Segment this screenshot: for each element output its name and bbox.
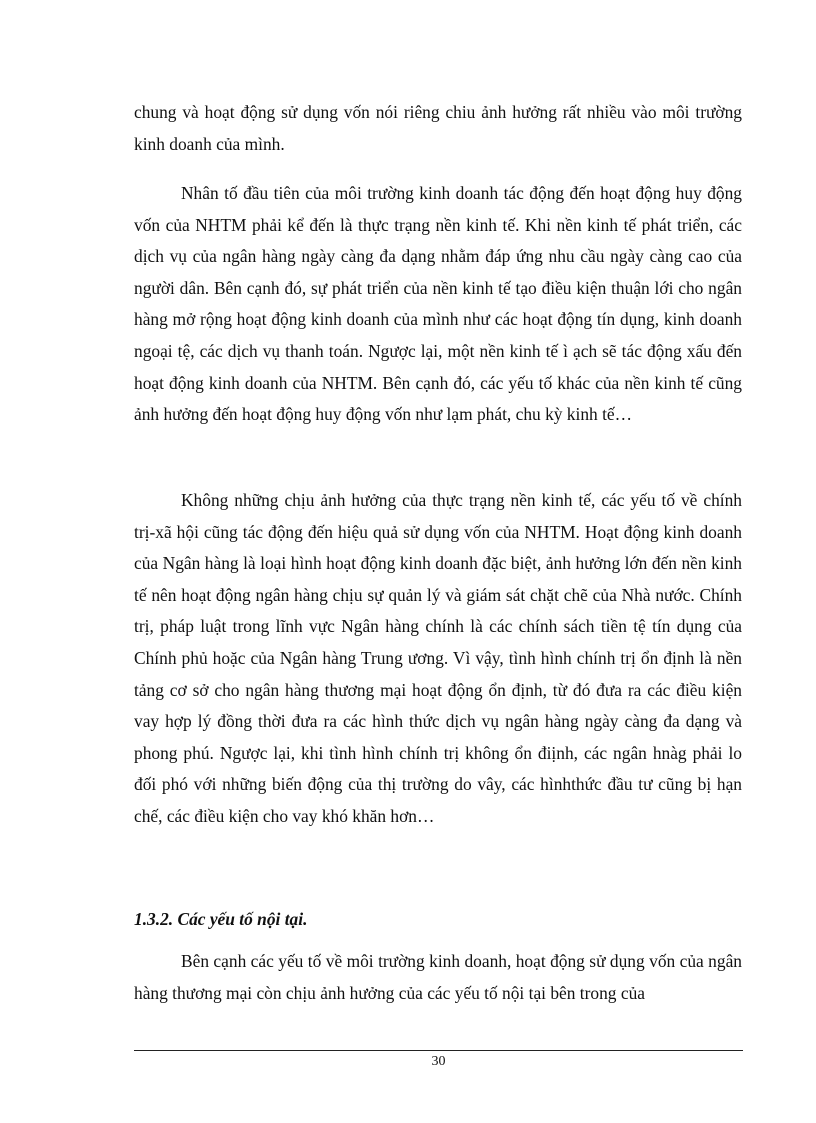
paragraph-political-social: Không những chịu ảnh hưởng của thực trạng nền kinh tế, các yếu tố về chính trị-xã hội cũng tác động đến hiệu quả sử dụng vốn của NHTM. Hoạt động kinh doanh của Ngân hàng là loại hình hoạt động kinh doanh đặc biệt, ảnh hưởng lớn đến nền kinh tế nên hoạt động ngân hàng chịu sự quản lý và giám sát chặt chẽ của Nhà nước. Chính trị, pháp luật trong lĩnh vực Ngân hàng chính là các chính sách tiền tệ tín dụng của Chính phủ hoặc của Ngân hàng Trung ương. Vì vậy, tình hình chính trị ổn định là nền tảng cơ sở cho ngân hàng thương mại hoạt động ổn định, từ đó đưa ra các điều kiện vay hợp lý đồng thời đưa ra các hình thức dịch vụ ngân hàng ngày càng đa dạng và phong phú. Ngược lại, khi tình hình chính trị không ổn điịnh, các ngân hnàg phải lo đối phó với những biến động của thị trường do vây, các hìnhthức đầu tư cũng bị hạn chế, các điều kiện cho vay khó khăn hơn…	[134, 490, 742, 826]
page-number: 30	[431, 1054, 446, 1069]
section-heading: 1.3.2. Các yếu tố nội tại.	[134, 909, 308, 929]
paragraph-internal-factors: Bên cạnh các yếu tố về môi trường kinh doanh, hoạt động sử dụng vốn của ngân hàng thương mại còn chịu ảnh hưởng của các yếu tố nội tại bên trong của	[134, 951, 742, 1003]
footer-divider	[134, 1050, 743, 1051]
paragraph-economic-conditions: Nhân tố đầu tiên của môi trường kinh doanh tác động đến hoạt động huy động vốn của NHTM phải kể đến là thực trạng nền kinh tế. Khi nền kinh tế phát triển, các dịch vụ của ngân hàng ngày càng đa dạng nhằm đáp ứng nhu cầu ngày càng cao của người dân. Bên cạnh đó, sự phát triển của nền kinh tế tạo điều kiện thuận lới cho ngân hàng mở rộng hoạt động kinh doanh của mình như các hoạt động tín dụng, kinh doanh ngoại tệ, các dịch vụ thanh toán. Ngược lại, một nền kinh tế ì ạch sẽ tác động xấu đến hoạt động kinh doanh của NHTM. Bên cạnh đó, các yếu tố khác của nền kinh tế cũng ảnh hưởng đến hoạt động huy động vốn như lạm phát, chu kỳ kinh tế…	[134, 183, 742, 425]
paragraph-continuation: chung và hoạt động sử dụng vốn nói riêng chiu ảnh hưởng rất nhiều vào môi trường kinh doanh của mình.	[134, 102, 742, 154]
